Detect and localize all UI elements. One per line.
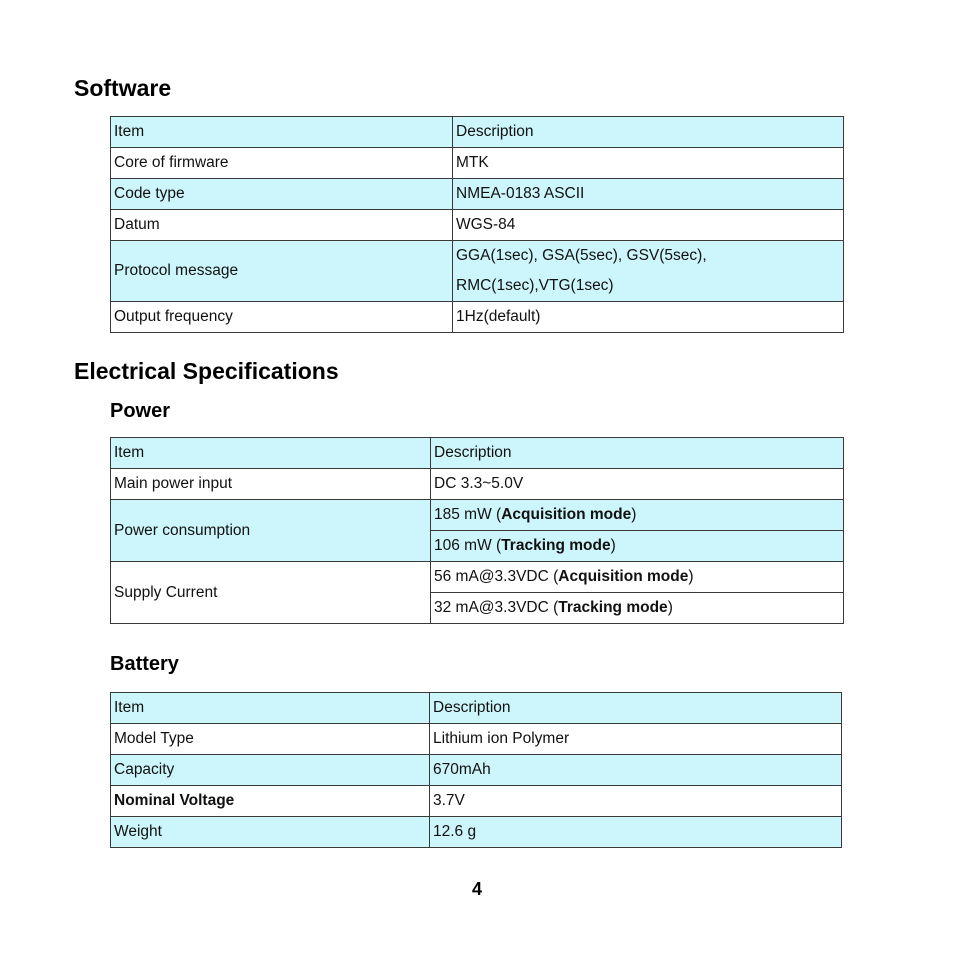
cell-item: Output frequency: [111, 302, 453, 333]
subsection-title-power: Power: [110, 400, 171, 422]
table-row: [111, 817, 842, 848]
battery-table: [110, 692, 842, 848]
cell-item: Power consumption: [111, 500, 431, 562]
mode: Tracking mode: [558, 599, 668, 616]
cell-item: Capacity: [111, 755, 430, 786]
page-number: 4: [471, 879, 482, 899]
power-table: [110, 437, 844, 624]
cell-description: DC 3.3~5.0V: [431, 469, 844, 500]
cell-description: WGS-84: [453, 210, 844, 241]
table-row: [111, 210, 844, 241]
cell-description: NMEA-0183 ASCII: [453, 179, 844, 210]
header-description: Description: [430, 693, 842, 724]
cell-description: 106 mW (Tracking mode): [431, 531, 844, 562]
value: 56 mA@3.3VDC: [434, 568, 549, 585]
cell-description: 56 mA@3.3VDC (Acquisition mode): [431, 562, 844, 593]
cell-item: Nominal Voltage: [111, 786, 430, 817]
description-line: RMC(1sec),VTG(1sec): [456, 277, 614, 294]
header-description: Description: [431, 438, 844, 469]
table-header-row: [111, 117, 844, 148]
cell-description: 1Hz(default): [453, 302, 844, 333]
table-row: [111, 179, 844, 210]
table-row: [111, 755, 842, 786]
section-title-electrical: Electrical Specifications: [74, 358, 339, 384]
cell-description: MTK: [453, 148, 844, 179]
cell-description: 185 mW (Acquisition mode): [431, 500, 844, 531]
cell-item: Supply Current: [111, 562, 431, 624]
cell-item: Core of firmware: [111, 148, 453, 179]
value: 32 mA@3.3VDC: [434, 599, 549, 616]
cell-item: Main power input: [111, 469, 431, 500]
value: 106 mW: [434, 537, 492, 554]
table-row: [111, 469, 844, 500]
value: 185 mW: [434, 506, 492, 523]
table-row: [111, 241, 844, 302]
cell-description: Lithium ion Polymer: [430, 724, 842, 755]
table-header-row: [111, 438, 844, 469]
cell-description: [453, 241, 844, 302]
cell-description: 12.6 g: [430, 817, 842, 848]
software-table: [110, 116, 844, 333]
cell-item: Weight: [111, 817, 430, 848]
section-title-software: Software: [74, 75, 172, 101]
cell-description: 670mAh: [430, 755, 842, 786]
table-row: [111, 302, 844, 333]
table-row: [111, 148, 844, 179]
mode: Acquisition mode: [501, 506, 632, 523]
header-description: Description: [453, 117, 844, 148]
cell-item: Datum: [111, 210, 453, 241]
subsection-title-battery: Battery: [110, 653, 179, 675]
table-header-row: [111, 693, 842, 724]
cell-description: 32 mA@3.3VDC (Tracking mode): [431, 593, 844, 624]
mode: Acquisition mode: [558, 568, 689, 585]
cell-item: Code type: [111, 179, 453, 210]
table-row: [111, 724, 842, 755]
mode: Tracking mode: [501, 537, 611, 554]
cell-item: Protocol message: [111, 241, 453, 302]
table-row: [111, 562, 844, 593]
cell-description: 3.7V: [430, 786, 842, 817]
table-row: [111, 786, 842, 817]
header-item: Item: [111, 438, 431, 469]
header-item: Item: [111, 693, 430, 724]
table-row: [111, 500, 844, 531]
header-item: Item: [111, 117, 453, 148]
description-line: GGA(1sec), GSA(5sec), GSV(5sec),: [456, 247, 707, 264]
cell-item: Model Type: [111, 724, 430, 755]
